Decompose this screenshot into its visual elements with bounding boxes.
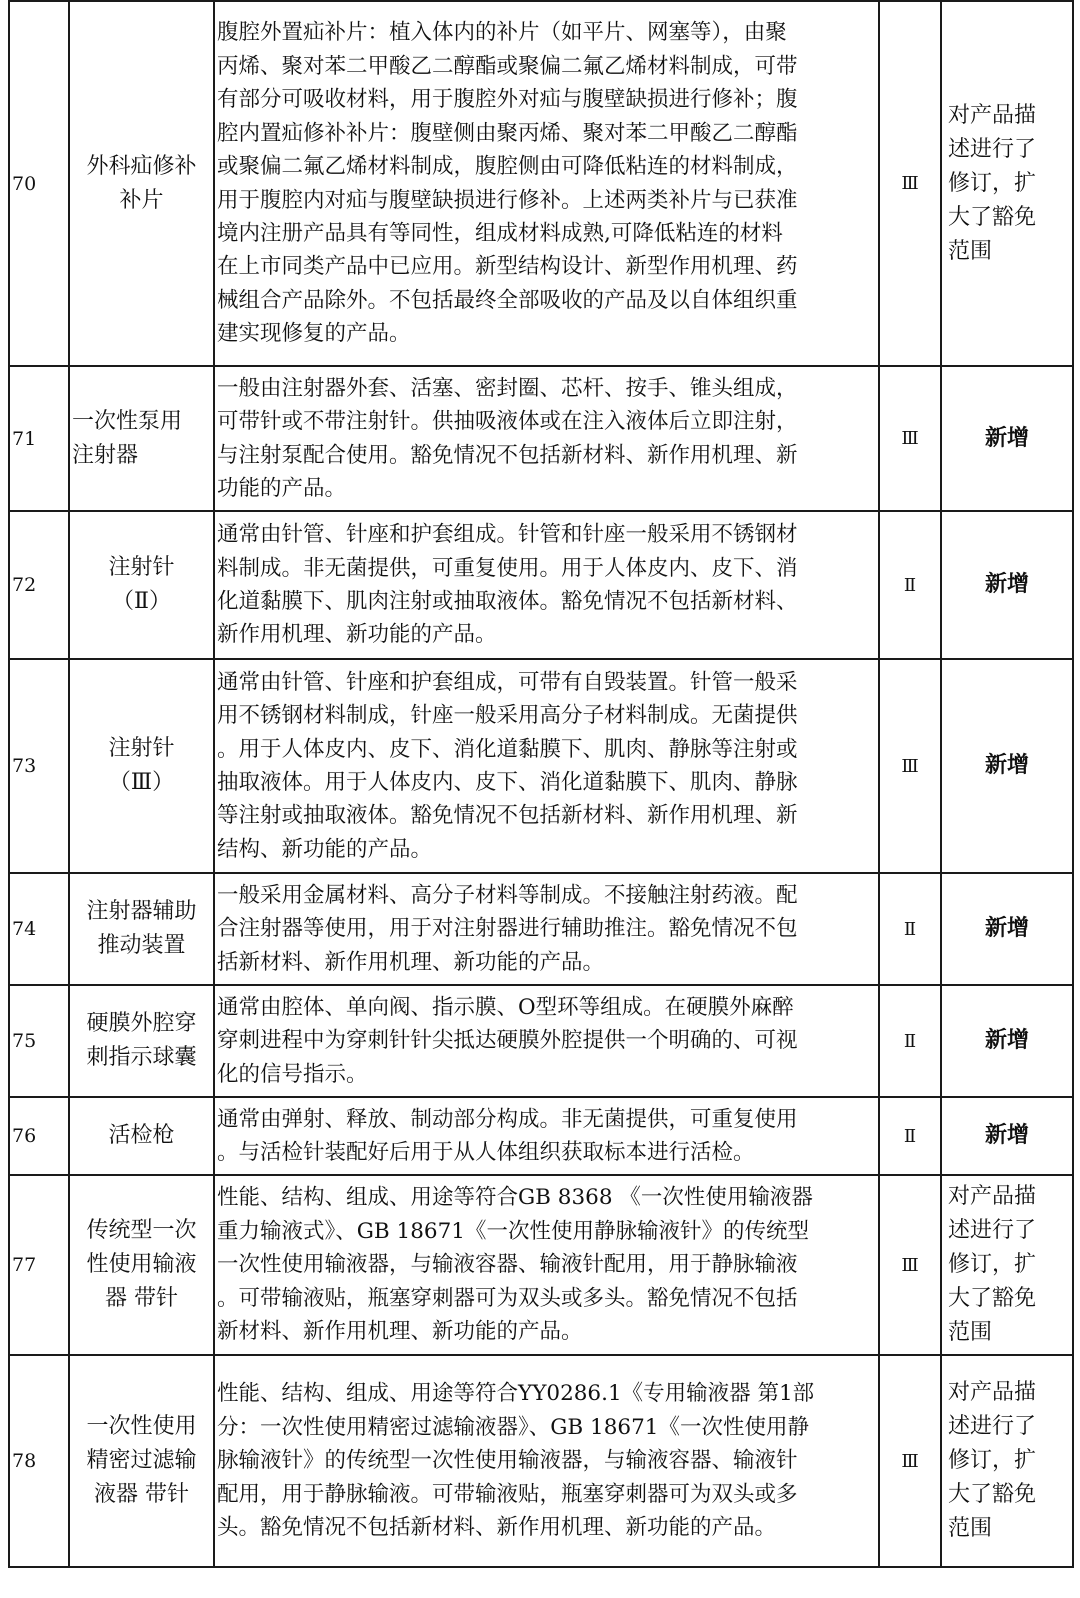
- table-row: [9, 873, 1073, 985]
- product-description: 通常由针管、针座和护套组成。针管和针座一般采用不锈钢材 料制成。非无菌提供，可重复使用。用于人体皮内、皮下、消 化道黏膜下、肌肉注射或抽取液体。豁免情况不包括新材料、 新作用机理、新功能的产品。: [217, 522, 798, 648]
- remark: 对产品描 述进行了 修订，扩 大了豁免 范围: [948, 1380, 1037, 1541]
- product-description: 腹腔外置疝补片：植入体内的补片（如平片、网塞等），由聚 丙烯、聚对苯二甲酸乙二醇酯或聚偏二氟乙烯材料制成，可带 有部分可吸收材料，用于腹腔外对疝与腹壁缺损进行修补；腹 腔内置疝修补补片：腹壁侧由聚丙烯、聚对苯二甲酸乙二醇酯 或聚偏二氟乙烯材料制成，腹腔侧由可降低粘连的材料制成， 用于腹腔内对疝与腹壁缺损进行修补。上述两类补片与已获准 境内注册产品具有等同性，组成材料成熟,可降低粘连的材料 在上市同类产品中已应用。新型结构设计、新型作用机理、药 械组合产品除外。不包括最终全部吸收的产品及以自体组织重 建实现修复的产品。: [217, 20, 798, 347]
- product-name: 外科疝修补 补片: [86, 153, 197, 213]
- remark: 新增: [984, 1028, 1029, 1053]
- row-number: 78: [9, 1355, 69, 1567]
- product-name-cell: [69, 366, 214, 511]
- class-level: Ⅱ: [879, 511, 941, 659]
- table-row: [9, 659, 1073, 873]
- class-level: Ⅲ: [879, 1, 941, 366]
- remark: 新增: [984, 916, 1029, 941]
- product-name-cell: [69, 1097, 214, 1175]
- product-name-cell: [69, 1, 214, 366]
- product-name: 注射针 （Ⅲ）: [108, 736, 175, 795]
- product-description-cell: [214, 659, 879, 873]
- class-level: Ⅲ: [879, 659, 941, 873]
- row-number: 73: [9, 659, 69, 873]
- table-row: [9, 1097, 1073, 1175]
- product-description-cell: [214, 1, 879, 366]
- product-description: 性能、结构、组成、用途等符合YY0286.1《专用输液器 第1部 分：一次性使用精密过滤输液器》、GB 18671《一次性使用静 脉输液针》的传统型一次性使用输液器，与输液容器、输液针 配用，用于静脉输液。可带输液贴，瓶塞穿刺器可为双头或多 头。豁免情况不包括新材料、新作用机理、新功能的产品。: [217, 1381, 815, 1541]
- remark-cell: [941, 985, 1073, 1097]
- class-level: Ⅱ: [879, 1097, 941, 1175]
- class-level: Ⅱ: [879, 873, 941, 985]
- remark: 对产品描 述进行了 修订，扩 大了豁免 范围: [948, 102, 1037, 264]
- remark-cell: [941, 1355, 1073, 1567]
- table-row: [9, 1355, 1073, 1567]
- product-description-cell: [214, 366, 879, 511]
- product-description: 性能、结构、组成、用途等符合GB 8368 《一次性使用输液器 重力输液式》、GB 18671《一次性使用静脉输液针》的传统型 一次性使用输液器，与输液容器、输液针配用，用于静脉输液 。可带输液贴，瓶塞穿刺器可为双头或多头。豁免情况不包括 新材料、新作用机理、新功能的产品。: [217, 1185, 813, 1345]
- product-description: 通常由弹射、释放、制动部分构成。非无菌提供，可重复使用 。与活检针装配好后用于从人体组织获取标本进行活检。: [217, 1106, 798, 1165]
- product-description: 通常由腔体、单向阀、指示膜、O型环等组成。在硬膜外麻醉 穿刺进程中为穿刺针针尖抵达硬膜外腔提供一个明确的、可视 化的信号指示。: [217, 994, 798, 1087]
- row-number: 76: [9, 1097, 69, 1175]
- remark-cell: [941, 659, 1073, 873]
- row-number: 75: [9, 985, 69, 1097]
- table-row: [9, 366, 1073, 511]
- class-level: Ⅲ: [879, 1355, 941, 1567]
- product-description: 通常由针管、针座和护套组成，可带有自毁装置。针管一般采 用不锈钢材料制成，针座一般采用高分子材料制成。无菌提供 。用于人体皮内、皮下、消化道黏膜下、肌肉、静脉等注射或 抽取液体。用于人体皮内、皮下、消化道黏膜下、肌肉、静脉 等注射或抽取液体。豁免情况不包括新材料、新作用机理、新 结构、新功能的产品。: [217, 669, 798, 862]
- product-name-cell: [69, 873, 214, 985]
- product-description-cell: [214, 1097, 879, 1175]
- product-name: 传统型一次 性使用输液 器 带针: [86, 1218, 197, 1311]
- remark: 新增: [984, 1123, 1029, 1148]
- class-level: Ⅲ: [879, 1175, 941, 1355]
- product-description-cell: [214, 873, 879, 985]
- table-row: [9, 985, 1073, 1097]
- table-row: [9, 1, 1073, 366]
- class-level: Ⅲ: [879, 366, 941, 511]
- exemption-table: [8, 0, 1074, 1568]
- product-name: 活检枪: [108, 1123, 175, 1148]
- remark-cell: [941, 366, 1073, 511]
- product-description: 一般由注射器外套、活塞、密封圈、芯杆、按手、锥头组成， 可带针或不带注射针。供抽吸液体或在注入液体后立即注射， 与注射泵配合使用。豁免情况不包括新材料、新作用机理、新 功能的产品。: [217, 375, 798, 501]
- row-number: 74: [9, 873, 69, 985]
- remark-cell: [941, 1175, 1073, 1355]
- table-row: [9, 1175, 1073, 1355]
- product-description: 一般采用金属材料、高分子材料等制成。不接触注射药液。配 合注射器等使用，用于对注射器进行辅助推注。豁免情况不包 括新材料、新作用机理、新功能的产品。: [217, 882, 798, 975]
- product-description-cell: [214, 511, 879, 659]
- remark-cell: [941, 1097, 1073, 1175]
- product-description-cell: [214, 1175, 879, 1355]
- product-name: 一次性使用 精密过滤输 液器 带针: [86, 1414, 197, 1507]
- product-name-cell: [69, 511, 214, 659]
- product-name-cell: [69, 1175, 214, 1355]
- row-number: 77: [9, 1175, 69, 1355]
- remark-cell: [941, 873, 1073, 985]
- remark: 新增: [984, 572, 1029, 597]
- product-name: 注射针 （Ⅱ）: [108, 555, 175, 614]
- product-name-cell: [69, 985, 214, 1097]
- row-number: 71: [9, 366, 69, 511]
- product-name: 注射器辅助 推动装置: [86, 899, 197, 958]
- product-name-cell: [69, 659, 214, 873]
- product-name-cell: [69, 1355, 214, 1567]
- product-description-cell: [214, 1355, 879, 1567]
- product-description-cell: [214, 985, 879, 1097]
- row-number: 72: [9, 511, 69, 659]
- product-name: 一次性泵用 注射器: [72, 408, 183, 468]
- product-name: 硬膜外腔穿 刺指示球囊: [86, 1011, 197, 1070]
- row-number: 70: [9, 1, 69, 366]
- remark-cell: [941, 1, 1073, 366]
- class-level: Ⅱ: [879, 985, 941, 1097]
- remark: 新增: [984, 753, 1029, 778]
- remark-cell: [941, 511, 1073, 659]
- remark: 新增: [984, 425, 1029, 451]
- remark: 对产品描 述进行了 修订，扩 大了豁免 范围: [948, 1184, 1037, 1345]
- table-row: [9, 511, 1073, 659]
